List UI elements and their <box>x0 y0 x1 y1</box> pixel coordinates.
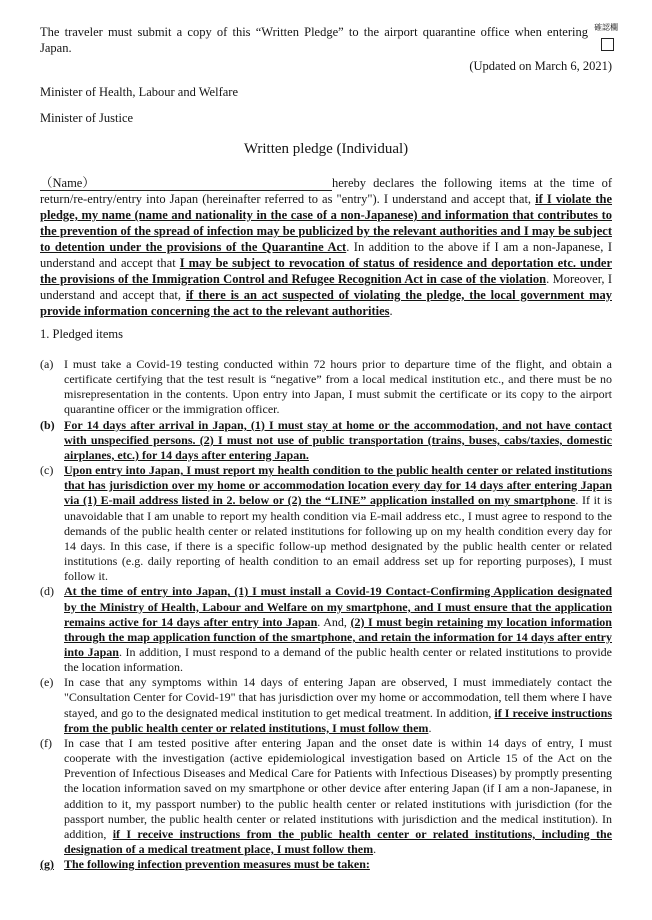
item-text: . In addition, I must respond to a demand of the public health center or related institutions to provide the location information. <box>64 644 612 675</box>
item-text: . And, <box>317 614 351 629</box>
item-label: (b) <box>40 417 55 432</box>
violation-consequence: if I violate the pledge, my name (name and nationality in the case of a non-Japanese) and information that contributes to the prevention of the spread of infection may be publicized by the relevant authorities and I may be subject to detention under the provisions of the Quarantine Act <box>40 192 612 254</box>
updated-date: (Updated on March 6, 2021) <box>469 59 612 73</box>
declaration-text: . In addition to the above if I am a non-Japanese, I understand and accept that <box>40 240 612 270</box>
item-text-bold: Upon entry into Japan, I must report my health condition to the public health center or related institutions that has jurisdiction over my home or accommodation location every day for 14 days after entering Japan via (1) E-mail address listed in 2. below or (2) the “LINE” application installed on my smartphone <box>64 463 612 508</box>
declaration-paragraph <box>40 175 612 319</box>
name-field[interactable] <box>40 176 332 191</box>
section-title: 1. Pledged items <box>40 327 123 341</box>
declaration-text: . Moreover, I understand and accept that, <box>40 272 613 302</box>
item-label: (f) <box>40 735 52 750</box>
check-box[interactable] <box>601 38 614 51</box>
pledge-item-g <box>40 857 612 872</box>
item-text-bold: (2) I must begin retaining my location information through the map application function of the smartphone, and retain the information for 14 days after entry into Japan <box>64 614 612 659</box>
deportation-consequence: I may be subject to revocation of status of residence and deportation etc. under the provisions of the Immigration Control and Refugee Recognition Act in case of the violation <box>40 256 612 286</box>
item-text-bold: At the time of entry into Japan, (1) I must install a Covid-19 Contact-Confirming Application designated by the Ministry of Health, Labour and Welfare on my smartphone, and I must ensure that the application remains active for 14 days after entry into Japan <box>64 584 612 629</box>
item-text: In case that I am tested positive after entering Japan and the onset date is within 14 days of entry, I must cooperate with the investigation (active epidemiological investigation based on Article 15 of the Act on the Prevention of Infectious Diseases and Medical Care for Patients with Infectious Diseases) by promptly presenting the location information saved on my smartphone or other device after entering Japan (if I am a non-Japanese, in addition to it, my passport number) to the public health center or related institutions with jurisdiction (for the passport number, the public health center or related institutions with jurisdiction and the medical institution). In addition, <box>64 735 612 841</box>
item-label: (d) <box>40 584 54 599</box>
item-label: (g) <box>40 857 54 872</box>
information-sharing-clause: if there is an act suspected of violating the pledge, the local government may provide information concerning the act to the relevant authorities <box>40 288 612 318</box>
declaration-text: hereby declares the following items at the time of return/re-entry/entry into Japan (hereinafter referred to as "entry"). I understand and accept that, <box>40 176 612 206</box>
check-box-label: 確認欄 <box>594 23 618 32</box>
submission-notice: The traveler must submit a copy of this “Written Pledge” to the airport quarantine office when entering Japan. <box>40 25 588 55</box>
declaration-text: . <box>389 304 393 318</box>
pledge-item-d <box>40 584 612 675</box>
document-title: Written pledge (Individual) <box>243 141 409 157</box>
pledged-items-list <box>40 357 612 872</box>
item-text-bold: if I receive instructions from the public health center or related institutions, including the designation of a medical treatment place, I must follow them <box>64 826 613 856</box>
item-label: (e) <box>40 675 54 690</box>
item-label: (a) <box>40 357 54 371</box>
minister-health: Minister of Health, Labour and Welfare <box>40 85 238 99</box>
name-label: （Name） <box>40 176 95 190</box>
pledge-item-a <box>40 357 612 418</box>
item-text: I must take a Covid-19 testing conducted within 72 hours prior to departure time of the flight, and obtain a certificate certifying that the test result is “negative” from a local medical institution etc., and there must be no misrepresentation in the contents. Upon entry into Japan, I must submit the certificate or its copy to the airport quarantine officer or the immigration officer. <box>64 357 612 417</box>
item-text-bold: The following infection prevention measures must be taken: <box>64 857 370 872</box>
item-text: . <box>373 842 377 856</box>
item-text: . <box>428 720 432 735</box>
pledge-item-c <box>40 463 612 584</box>
item-label: (c) <box>40 463 54 478</box>
pledge-item-f <box>40 736 612 857</box>
item-text-bold: For 14 days after arrival in Japan, (1) I must stay at home or the accommodation, and not have contact with unspecified persons. (2) I must not use of public transportation (trains, buses, cabs/taxies, domestic airplanes, etc.) for 14 days after entering Japan. <box>64 417 612 462</box>
pledge-item-b <box>40 418 612 463</box>
pledge-item-e <box>40 675 612 736</box>
item-text: In case that any symptoms within 14 days of entering Japan are observed, I must immediately contact the "Consultation Center for Covid-19" that has jurisdiction over my home or accommodation, tell them where I have stayed, and go to the designated medical institution to get medical treatment. In addition, <box>64 675 612 720</box>
minister-justice: Minister of Justice <box>40 111 134 125</box>
item-text: . If it is unavoidable that I am unable to report my health condition via E-mail address etc., I must agree to respond to the demands of the public health center or related institutions for following up on my health condition every day for 14 days. In this case, if there is a specific follow-up method designated by the public health center or related institutions (e.g. daily reporting of health condition to an email address set up for reporting purposes), I must follow it. <box>64 493 613 584</box>
item-text-bold: if I receive instructions from the public health center or related institutions, I must follow them <box>64 705 613 735</box>
